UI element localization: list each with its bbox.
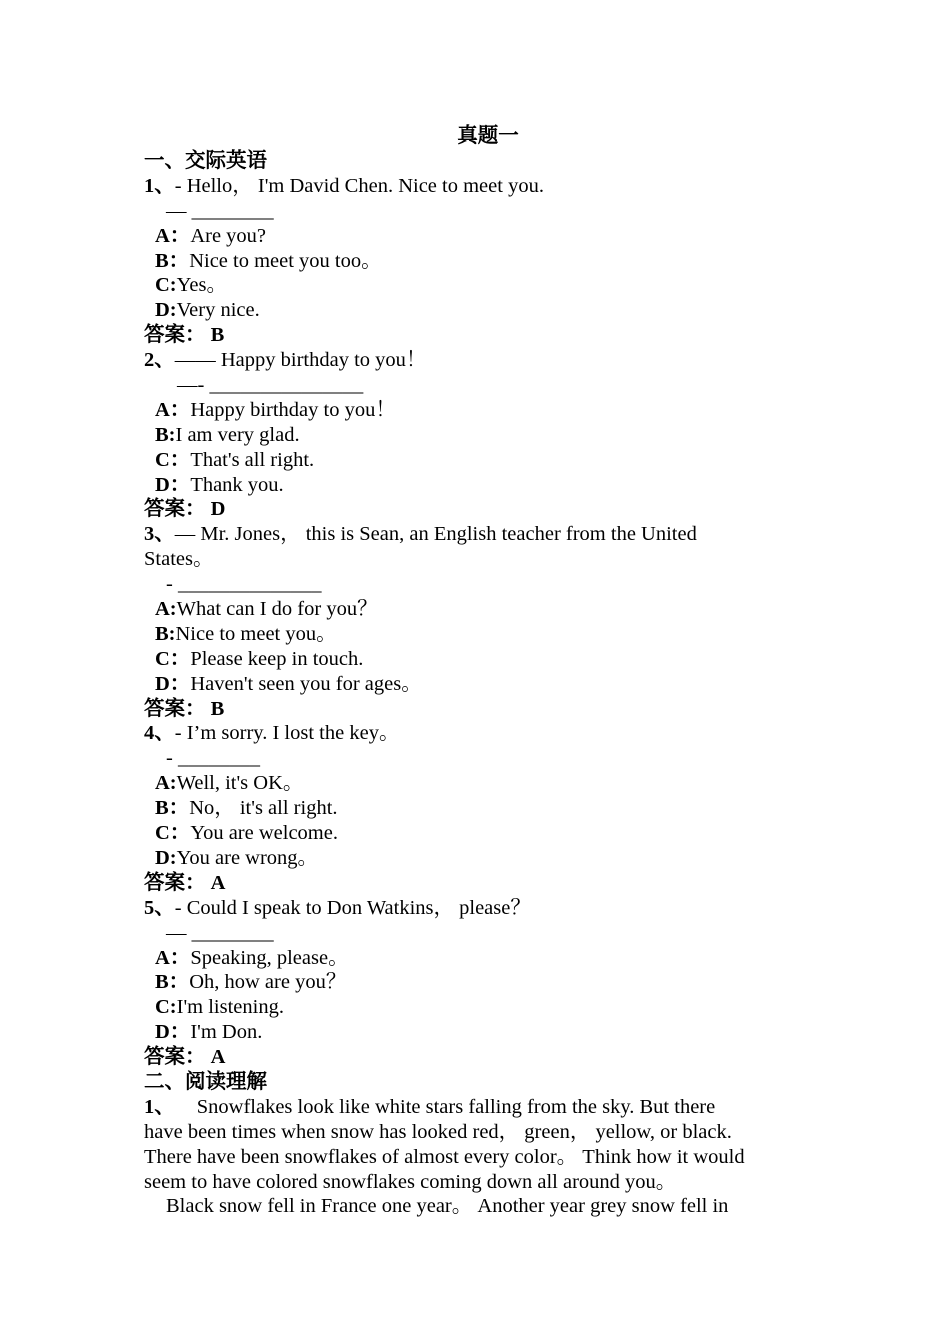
option: D：Thank you. <box>155 473 284 496</box>
option: C：That's all right. <box>155 448 315 471</box>
question-number: 5、 <box>144 896 175 919</box>
section-heading: 一、交际英语 <box>144 150 267 172</box>
option: D：I'm Don. <box>155 1021 263 1044</box>
question <box>144 721 824 746</box>
question-text: — Mr. Jones， this is Sean, an English teacher from the United <box>174 523 697 546</box>
answer-prompt: - ______________ <box>166 573 322 596</box>
question <box>144 896 824 921</box>
passage-number: 1、 <box>144 1095 175 1118</box>
document-page <box>144 123 824 1219</box>
option: A：Happy birthday to you！ <box>155 398 396 421</box>
option: D:Very nice. <box>155 299 260 322</box>
section-heading: 二、阅读理解 <box>144 1070 267 1093</box>
answer-value: B <box>210 697 225 720</box>
answer-prompt: —- _______________ <box>177 374 364 397</box>
answer-line: 答案： B <box>144 324 225 347</box>
question-number: 1、 <box>144 174 175 197</box>
question-text: - Could I speak to Don Watkins， please？ <box>174 896 531 919</box>
answer-line: 答案： D <box>144 498 226 521</box>
answer-prompt: - ________ <box>166 747 260 770</box>
answer-line: 答案： B <box>144 697 225 720</box>
option: C：Please keep in touch. <box>155 647 364 670</box>
option: B：No， it's all right. <box>155 797 338 820</box>
question-text: —— Happy birthday to you！ <box>174 349 427 372</box>
answer-value: A <box>210 1046 226 1069</box>
option: B:I am very glad. <box>155 423 300 446</box>
answer-value: A <box>210 871 226 894</box>
question <box>144 348 824 373</box>
answer-prompt: — ________ <box>166 921 274 944</box>
question-text-continued: States。 <box>144 548 214 571</box>
question-number: 4、 <box>144 722 175 745</box>
option: C:I'm listening. <box>155 996 284 1019</box>
question <box>144 522 824 547</box>
option: A:What can I do for you？ <box>155 598 378 621</box>
answer-line: 答案： A <box>144 1046 226 1069</box>
passage-line: 1、 Snowflakes look like white stars falling from the sky. But there <box>144 1095 716 1118</box>
option: D:You are wrong。 <box>155 846 319 869</box>
page-title: 真题一 <box>457 125 519 147</box>
passage-line: Black snow fell in France one year。 Another year grey snow fell in <box>166 1195 729 1218</box>
answer-value: B <box>210 324 225 347</box>
option: B：Nice to meet you too。 <box>155 249 382 272</box>
answer-value: D <box>210 498 226 521</box>
option: B:Nice to meet you。 <box>155 622 337 645</box>
passage-line: seem to have colored snowflakes coming down all around you。 <box>144 1170 677 1193</box>
question-text: - I’m sorry. I lost the key。 <box>174 722 400 745</box>
option: D：Haven't seen you for ages。 <box>155 672 422 695</box>
option: A：Speaking, please。 <box>155 946 349 969</box>
question-number: 3、 <box>144 523 175 546</box>
question-text: - Hello， I'm David Chen. Nice to meet you. <box>174 174 544 197</box>
answer-line: 答案： A <box>144 871 226 894</box>
passage-line: There have been snowflakes of almost every color。 Think how it would <box>144 1145 745 1168</box>
option: A:Well, it's OK。 <box>155 772 304 795</box>
question <box>144 174 824 199</box>
option: C：You are welcome. <box>155 822 338 845</box>
option: A：Are you? <box>155 224 267 247</box>
passage-line: have been times when snow has looked red， green， yellow, or black. <box>144 1120 732 1143</box>
option: B：Oh, how are you？ <box>155 971 347 994</box>
option: C:Yes。 <box>155 274 227 297</box>
question-number: 2、 <box>144 349 175 372</box>
answer-prompt: — ________ <box>166 199 274 222</box>
